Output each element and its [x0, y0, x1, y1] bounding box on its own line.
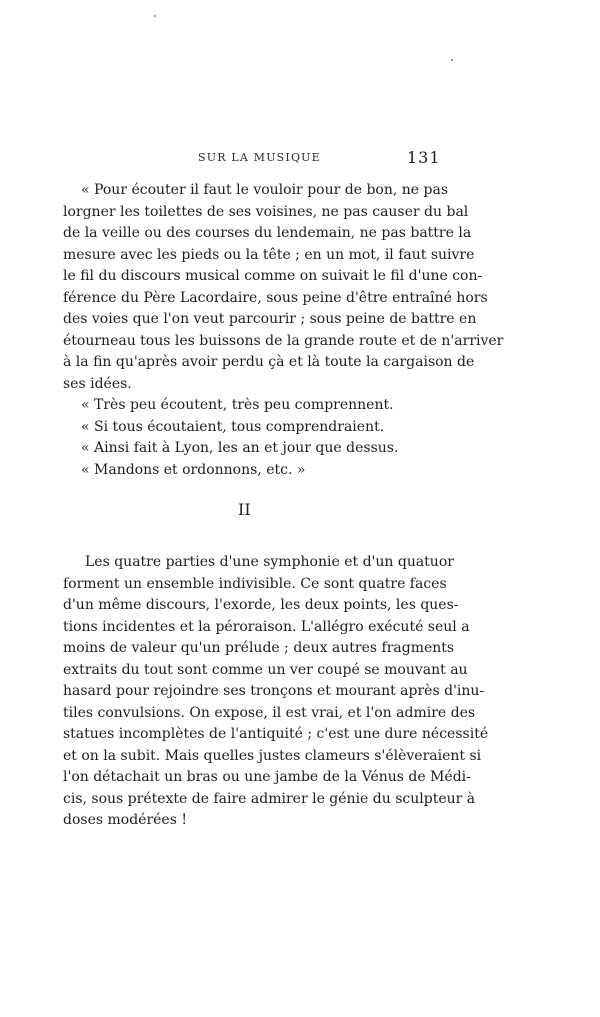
section-paragraph	[63, 552, 489, 832]
paragraph-line: l'on détachait un bras ou une jambe de la Vénus de Médi-	[63, 769, 471, 785]
quote-line: lorgner les toilettes de ses voisines, ne pas causer du bal	[63, 203, 469, 220]
quote-closing-line: « Mandons et ordonnons, etc. »	[81, 461, 306, 478]
quote-block	[63, 180, 504, 481]
paragraph-line: tiles convulsions. On expose, il est vrai, et l'on admire des	[63, 704, 476, 721]
running-head: SUR LA MUSIQUE	[198, 151, 321, 164]
paragraph-line: extraits du tout sont comme un ver coupé se mouvant au	[63, 661, 468, 678]
quote-closing-line: « Ainsi fait à Lyon, les an et jour que dessus.	[81, 440, 399, 456]
paragraph-line: et on la subit. Mais quelles justes clameurs s'élèveraient si	[63, 747, 482, 764]
page-number: 131	[407, 148, 441, 167]
quote-line: mesure avec les pieds ou la tête ; en un mot, il faut suivre	[63, 246, 475, 263]
paragraph-line: cis, sous prétexte de faire admirer le génie du sculpteur à	[63, 790, 476, 807]
quote-line: des voies que l'on veut parcourir ; sous peine de battre en	[63, 311, 477, 327]
quote-line: férence du Père Lacordaire, sous peine d'être entraîné hors	[63, 289, 488, 306]
paragraph-line: forment un ensemble indivisible. Ce sont quatre faces	[63, 575, 447, 592]
quote-line: le fil du discours musical comme on suivait le fil d'une con-	[63, 268, 483, 284]
quote-closing-line: « Très peu écoutent, très peu comprennent.	[81, 397, 394, 413]
print-speck	[154, 15, 156, 17]
quote-closing-line: « Si tous écoutaient, tous comprendraient.	[81, 418, 385, 435]
paragraph-line: hasard pour rejoindre ses tronçons et mourant après d'inu-	[63, 683, 485, 699]
print-speck	[451, 59, 453, 61]
paragraph-line: tions incidentes et la péroraison. L'allégro exécuté seul a	[63, 618, 470, 635]
quote-line: « Pour écouter il faut le vouloir pour de bon, ne pas	[81, 182, 449, 198]
section-numeral: II	[238, 500, 251, 519]
paragraph-line: Les quatre parties d'une symphonie et d'un quatuor	[85, 554, 454, 570]
quote-line: de la veille ou des courses du lendemain, ne pas battre la	[63, 225, 472, 241]
paragraph-line: doses modérées !	[63, 812, 187, 828]
quote-line: étourneau tous les buissons de la grande route et de n'arriver	[63, 332, 504, 349]
quote-line: à la fin qu'après avoir perdu çà et là toute la cargaison de	[63, 354, 475, 370]
paragraph-line: statues incomplètes de l'antiquité ; c'est une dure nécessité	[63, 726, 489, 742]
quote-line: ses idées.	[63, 375, 132, 392]
paragraph-line: d'un même discours, l'exorde, les deux points, les ques-	[63, 597, 459, 613]
paragraph-line: moins de valeur qu'un prélude ; deux autres fragments	[63, 640, 455, 656]
